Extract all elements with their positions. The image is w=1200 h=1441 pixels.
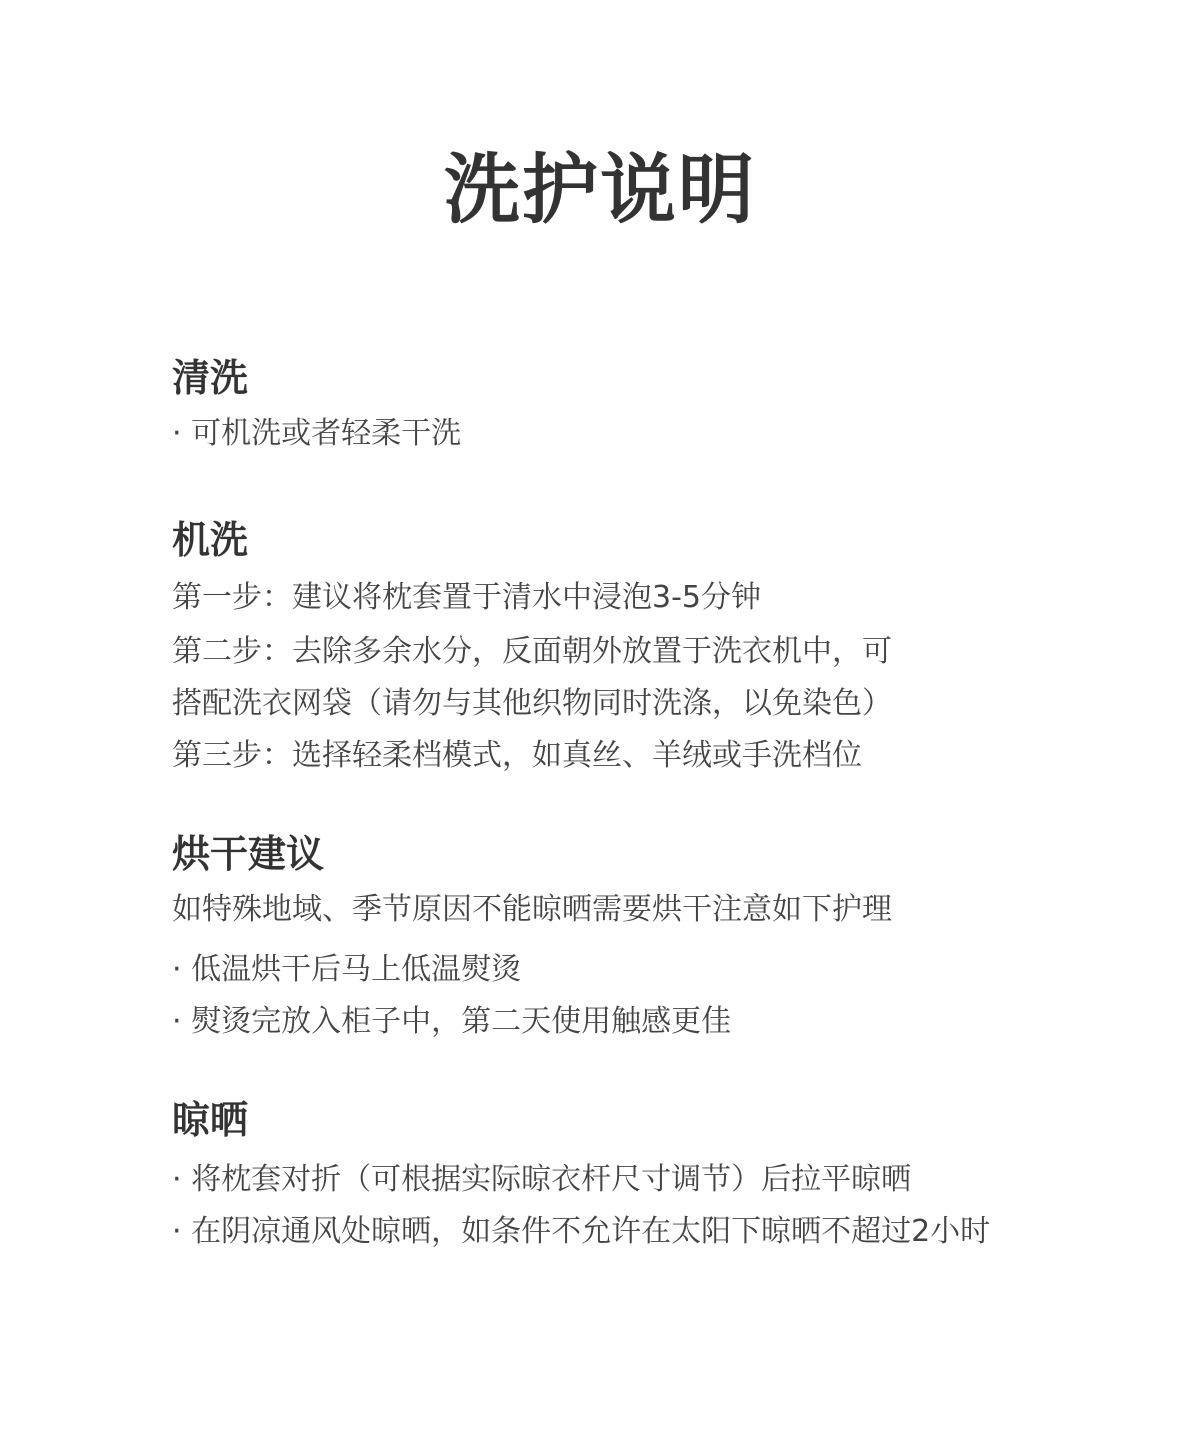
instruction-line: · 可机洗或者轻柔干洗 [172, 416, 462, 451]
instruction-line: 第一步：建议将枕套置于清水中浸泡3-5分钟 [172, 580, 761, 615]
instruction-line: · 熨烫完放入柜子中，第二天使用触感更佳 [172, 1004, 732, 1039]
section-body-cleaning [172, 416, 1072, 452]
section-heading-drying: 烘干建议 [172, 832, 325, 876]
instruction-line: · 低温烘干后马上低温熨烫 [172, 952, 522, 987]
section-body-drying [172, 892, 1072, 1040]
section-air-drying [172, 1098, 1072, 1250]
instruction-line: 第三步：选择轻柔档模式，如真丝、羊绒或手洗档位 [172, 738, 862, 773]
section-drying [172, 832, 1072, 1040]
instruction-line: 如特殊地域、季节原因不能晾晒需要烘干注意如下护理 [172, 892, 892, 927]
section-heading-machine-wash: 机洗 [172, 518, 249, 562]
section-cleaning [172, 356, 1072, 452]
instruction-line: · 将枕套对折（可根据实际晾衣杆尺寸调节）后拉平晾晒 [172, 1162, 912, 1197]
instruction-line: 搭配洗衣网袋（请勿与其他织物同时洗涤，以免染色） [172, 686, 892, 721]
section-body-machine-wash [172, 580, 1072, 774]
section-machine-wash [172, 518, 1072, 774]
section-heading-air-drying: 晾晒 [172, 1098, 249, 1142]
section-heading-cleaning: 清洗 [172, 356, 249, 400]
instruction-line: 第二步：去除多余水分，反面朝外放置于洗衣机中，可 [172, 634, 892, 669]
section-body-air-drying [172, 1162, 1072, 1250]
instruction-line: · 在阴凉通风处晾晒，如条件不允许在太阳下晾晒不超过2小时 [172, 1214, 991, 1249]
page-title: 洗护说明 [444, 145, 756, 234]
